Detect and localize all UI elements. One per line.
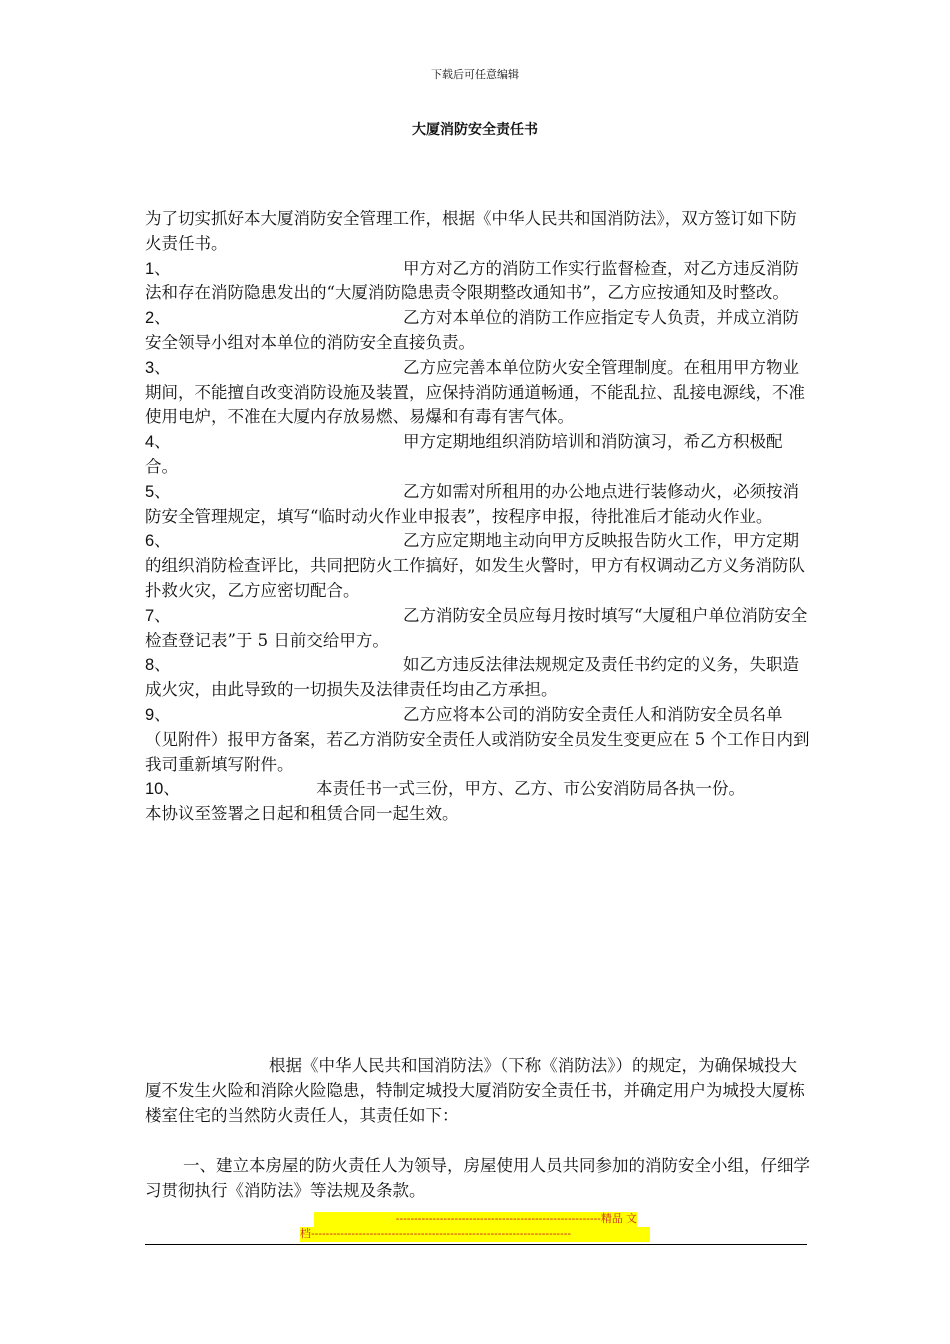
intro-paragraph: 为了切实抓好本大厦消防安全管理工作，根据《中华人民共和国消防法》，双方签订如下防火责任书。	[145, 209, 797, 253]
clause-text: 乙方应定期地主动向甲方反映报告防火工作，甲方定期的组织消防检查评比，共同把防火工作搞好，如发生火警时，甲方有权调动乙方义务消防队扑救火灾，乙方应密切配合。	[145, 531, 805, 600]
clause-number: 8、	[145, 656, 171, 675]
clause-item	[145, 604, 810, 654]
clause-item	[145, 257, 810, 307]
clause-item	[145, 777, 810, 802]
page-header-note: 下载后可任意编辑	[431, 68, 519, 81]
clause-number: 4、	[145, 433, 171, 452]
clause-text: 乙方应将本公司的消防安全责任人和消防安全员名单（见附件）报甲方备案，若乙方消防安全责任人或消防安全员发生变更应在 5 个工作日内到我司重新填写附件。	[145, 704, 810, 774]
clause-text: 本责任书一式三份，甲方、乙方、市公安消防局各执一份。	[316, 779, 745, 799]
responsibility-preamble	[145, 1054, 810, 1128]
clause-item	[145, 430, 810, 480]
clause-number: 7、	[145, 606, 171, 625]
clause-item	[145, 529, 810, 603]
clause-item	[145, 703, 810, 777]
clause-item	[145, 480, 810, 530]
preamble-text: 根据《中华人民共和国消防法》（下称《消防法》）的规定，为确保城投大厦不发生火险和消除火险隐患，特制定城投大厦消防安全责任书，并确定用户为城投大厦栋楼室住宅的当然防火责任人，其责任如下：	[145, 1056, 805, 1125]
clause-number: 6、	[145, 532, 171, 551]
responsibility-clause-1	[145, 1154, 810, 1204]
clause-number: 2、	[145, 309, 171, 328]
footer-divider	[145, 1244, 807, 1245]
clause-text: 甲方对乙方的消防工作实行监督检查，对乙方违反消防法和存在消防隐患发出的“大厦消防隐患责令限期整改通知书”，乙方应按通知及时整改。	[145, 258, 799, 303]
clause-text: 乙方消防安全员应每月按时填写“大厦租户单位消防安全检查登记表”于 5 日前交给甲方。	[145, 605, 808, 650]
clause-number: 3、	[145, 358, 171, 377]
clause-text: 乙方应完善本单位防火安全管理制度。在租用甲方物业期间，不能擅自改变消防设施及装置，应保持消防通道畅通，不能乱拉、乱接电源线，不准使用电炉，不准在大厦内存放易燃、易爆和有毒有害气体。	[145, 357, 805, 427]
clause-text: 如乙方违反法律法规规定及责任书约定的义务，失职造成火灾，由此导致的一切损失及法律责任均由乙方承担。	[145, 655, 799, 700]
clause-text: 乙方对本单位的消防工作应指定专人负责，并成立消防安全领导小组对本单位的消防安全直接负责。	[145, 308, 799, 352]
footer-watermark	[300, 1212, 650, 1242]
clause-1-text: 一、建立本房屋的防火责任人为领导，房屋使用人员共同参加的消防安全小组，仔细学习贯彻执行《消防法》等法规及条款。	[145, 1156, 810, 1200]
clause-number: 9、	[145, 705, 171, 724]
clause-item	[145, 653, 810, 703]
clause-text: 乙方如需对所租用的办公地点进行装修动火，必须按消防安全管理规定，填写“临时动火作业申报表”，按程序申报，待批准后才能动火作业。	[145, 481, 799, 526]
footer-line-1: --------------------------------------------------------精品 文	[314, 1212, 637, 1227]
footer-line-2: 档-----------------------------------------------------------------------	[300, 1227, 650, 1242]
clause-number: 1、	[145, 259, 171, 278]
document-body	[145, 207, 810, 827]
clause-text: 甲方定期地组织消防培训和消防演习，希乙方积极配合。	[145, 432, 783, 476]
clause-number: 5、	[145, 482, 171, 501]
clause-item	[145, 356, 810, 430]
closing-paragraph: 本协议至签署之日起和租赁合同一起生效。	[145, 804, 459, 824]
clause-item	[145, 306, 810, 356]
document-title: 大厦消防安全责任书	[412, 122, 538, 138]
clause-number: 10、	[145, 780, 180, 799]
